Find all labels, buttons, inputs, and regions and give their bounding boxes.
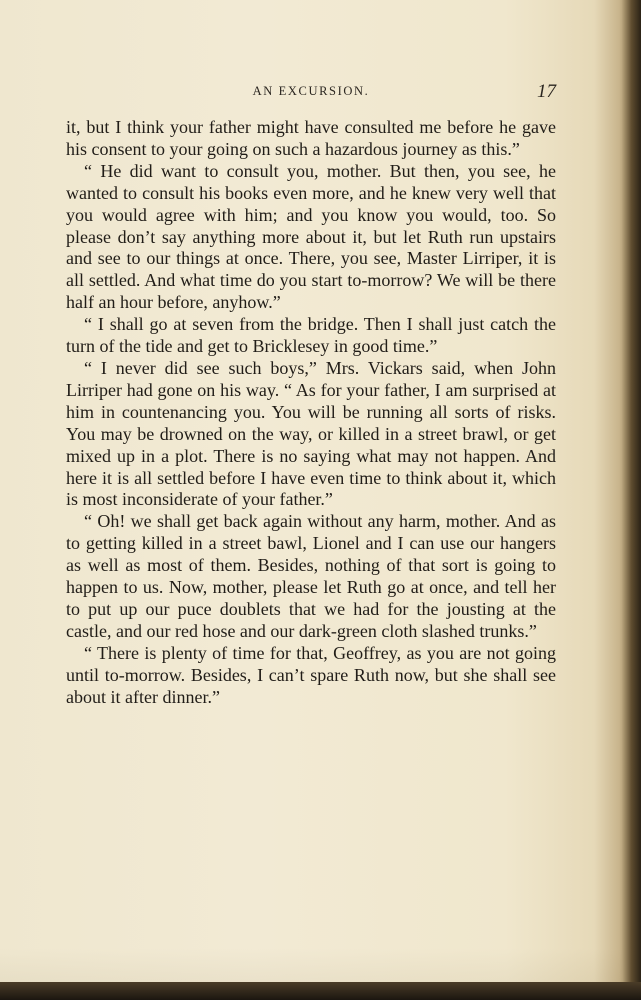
page-number: 17: [537, 81, 556, 102]
body-text: [66, 117, 556, 708]
paragraph-continuation: it, but I think your father might have consulted me before he gave his consent to your going on such a hazardous journey as this.”: [66, 117, 556, 159]
paragraph: “ I shall go at seven from the bridge. Then I shall just catch the turn of the tide and get to Bricklesey in good time.”: [66, 314, 556, 357]
page-edge-shadow: [622, 0, 641, 1000]
paragraph: “ Oh! we shall get back again without any harm, mother. And as to getting killed in a street bawl, Lionel and I can use our hangers as well as most of them. Besides, nothing of that sort is going to happen to us. Now, mother, please let Ruth go at once, and tell her to put up our puce doublets that we had for the jousting at the castle, and our red hose and our dark-green cloth slashed trunks.”: [66, 511, 556, 641]
running-header: [66, 82, 556, 106]
page-bottom-edge: [0, 982, 641, 1000]
paragraph: “ There is plenty of time for that, Geoffrey, as you are not going until to-morrow. Besides, I can’t spare Ruth now, but she shall see about it after dinner.”: [66, 642, 556, 707]
running-title: AN EXCURSION.: [252, 84, 370, 98]
paragraph: “ He did want to consult you, mother. But then, you see, he wanted to consult his books even more, and he knew very well that you would agree with him; and you know you would, too. So please don’t say anything more about it, but let Ruth run upstairs and see to our things at once. There, you see, Master Lirriper, it is all settled. And what time do you start to-morrow? We will be there half an hour before, anyhow.”: [66, 160, 556, 313]
paragraph: “ I never did see such boys,” Mrs. Vickars said, when John Lirriper had gone on his way. “ As for your father, I am surprised at him in countenancing you. You will be running all sorts of risks. You may be drowned on the way, or killed in a street brawl, or get mixed up in a plot. There is no saying what may not happen. And here it is all settled before I have even time to think about it, which is most inconsiderate of your father.”: [66, 357, 556, 510]
